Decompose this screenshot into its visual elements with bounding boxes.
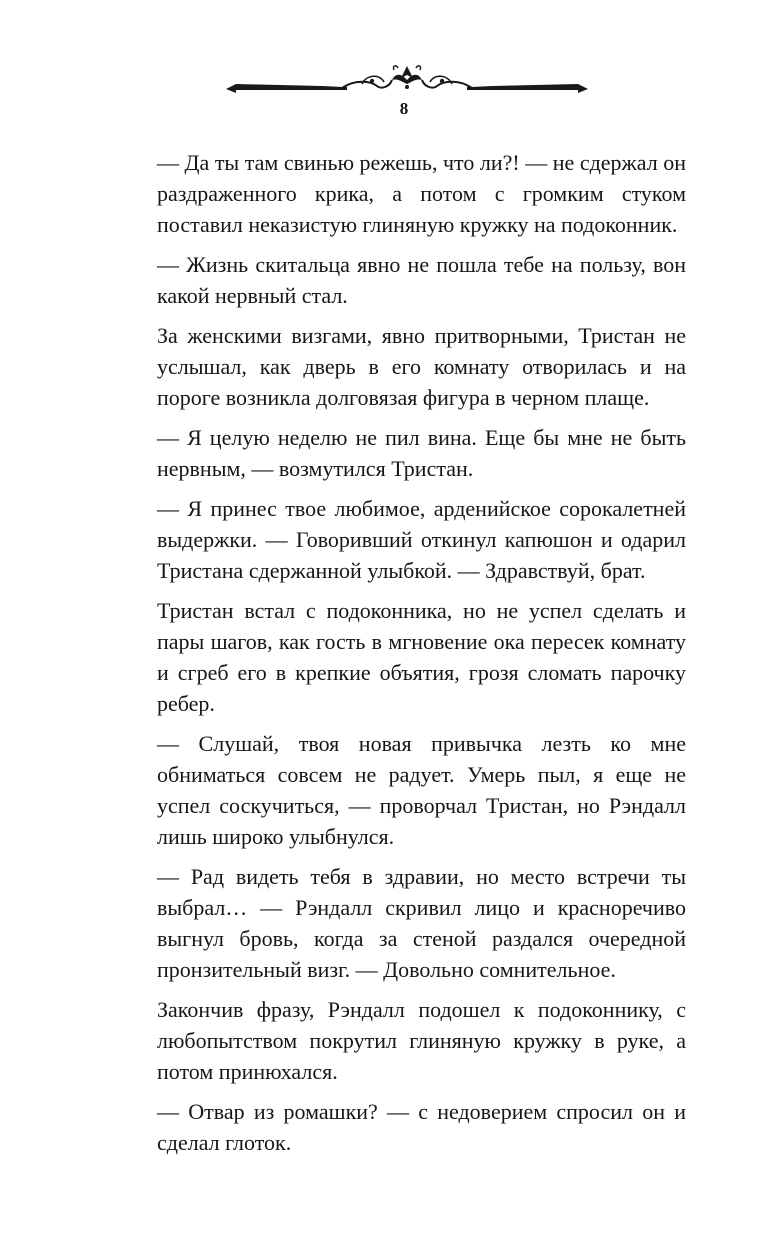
paragraph: — Жизнь скитальца явно не пошла тебе на пользу, вон какой нервный стал. (157, 252, 686, 308)
paragraph: — Рад видеть тебя в здравии, но место встречи ты выбрал… — Рэндалл скривил лицо и красноречиво выгнул бровь, когда за стеной раздался очередной пронзительный визг. — Довольно сомнительное. (157, 864, 686, 982)
paragraph: — Отвар из ромашки? — с недоверием спросил он и сделал глоток. (157, 1099, 686, 1155)
paragraph: Закончив фразу, Рэндалл подошел к подоконнику, с любопытством покрутил глиняную кружку в руке, а потом принюхался. (157, 997, 686, 1084)
paragraph: — Слушай, твоя новая привычка лезть ко мне обниматься совсем не радует. Умерь пыл, я еще не успел соскучиться, — проворчал Тристан, но Рэндалл лишь широко улыбнулся. (157, 731, 686, 849)
paragraph: — Да ты там свинью режешь, что ли?! — не сдержал он раздраженного крика, а потом с громким стуком поставил неказистую глиняную кружку на подоконник. (157, 150, 686, 237)
paragraph: — Я принес твое любимое, арденийское сорокалетней выдержки. — Говоривший откинул капюшон и одарил Тристана сдержанной улыбкой. — Здравствуй, брат. (157, 496, 686, 583)
header-ornament (222, 62, 592, 98)
paragraph: — Я целую неделю не пил вина. Еще бы мне не быть нервным, — возмутился Тристан. (157, 425, 686, 481)
paragraph: За женскими визгами, явно притворными, Тристан не услышал, как дверь в его комнату отворилась и на пороге возникла долговязая фигура в черном плаще. (157, 323, 686, 410)
page-number: 8 (399, 99, 409, 118)
paragraph: Тристан встал с подоконника, но не успел сделать и пары шагов, как гость в мгновение ока пересек комнату и сгреб его в крепкие объятия, грозя сломать парочку ребер. (157, 598, 686, 716)
body-text (157, 147, 686, 1167)
